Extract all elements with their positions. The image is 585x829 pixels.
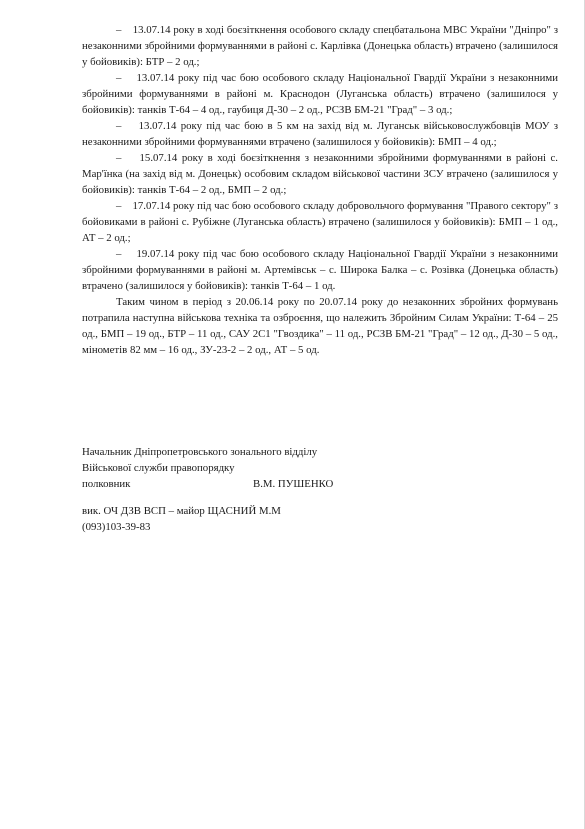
report-paragraph-2: – 13.07.14 року під час бою особового складу Національної Гвардії України з незаконними збройними формуваннями в районі м. Краснодон (Луганська область) втрачено (залишилося у бойовиків): танків Т-64 – 4 од., гаубиця Д-30 – 2 од., РСЗВ БМ-21 "Град" – 3 од.; (82, 72, 558, 116)
executor-name: вик. ОЧ ДЗВ ВСП – майор ЩАСНИЙ М.М (82, 505, 281, 517)
signatory-position: Начальник Дніпропетровського зонального відділу (82, 446, 318, 458)
executor-phone: (093)103-39-83 (82, 521, 151, 533)
report-body (82, 22, 558, 358)
report-paragraph-3: – 13.07.14 року під час бою в 5 км на захід від м. Луганськ військовослужбовців МОУ з незаконними збройними формуваннями втрачено (залишилося у бойовиків): БМП – 4 од.; (82, 120, 558, 148)
executor-contact (82, 503, 281, 535)
report-paragraph-1: – 13.07.14 року в ході боєзіткнення особового складу спецбатальона МВС України "Дніпро" з незаконними збройними формуваннями в районі с. Карлівка (Донецька область) втрачено (залишилося у бойовиків): БТР – 2 од.; (82, 24, 558, 68)
report-paragraph-4: – 15.07.14 року в ході боєзіткнення з незаконними збройними формуваннями в районі с. Мар'їнка (на захід від м. Донецьк) особовим складом військової частини ЗСУ втрачено (залишилося у бойовиків): танків Т-64 – 2 од., БМП – 2 од.; (82, 152, 558, 196)
signatory-rank-row (82, 476, 382, 492)
report-paragraph-6: – 19.07.14 року під час бою особового складу Національної Гвардії України з незаконними збройними формуваннями в районі м. Артемівськ – с. Широка Балка – с. Розівка (Донецька область) втрачено (залишилося у бойовиків): танків Т-64 – 1 од. (82, 248, 558, 292)
signature-block (82, 444, 382, 492)
report-paragraph-5: – 17.07.14 року під час бою особового складу добровольчого формування "Правого сектору" з бойовиками в районі с. Рубіжне (Луганська область) втрачено (залишилося у бойовиків): БМП – 1 од., АТ – 2 од.; (82, 200, 558, 244)
signatory-rank: полковник (82, 478, 131, 490)
signatory-unit: Військової служби правопорядку (82, 462, 235, 474)
signatory-name: В.М. ПУШЕНКО (253, 478, 334, 490)
summary-paragraph: Таким чином в період з 20.06.14 року по 20.07.14 року до незаконних збройних формувань потрапила наступна військова техніка та озброєння, що належить Збройним Силам України: Т-64 – 25 од., БМП – 19 од., БТР – 11 од., САУ 2С1 "Гвоздика" – 11 од., РСЗВ БМ-21 "Град" – 12 од., Д-30 – 5 од., мінометів 82 мм – 16 од., ЗУ-23-2 – 2 од., АТ – 5 од. (82, 296, 558, 356)
